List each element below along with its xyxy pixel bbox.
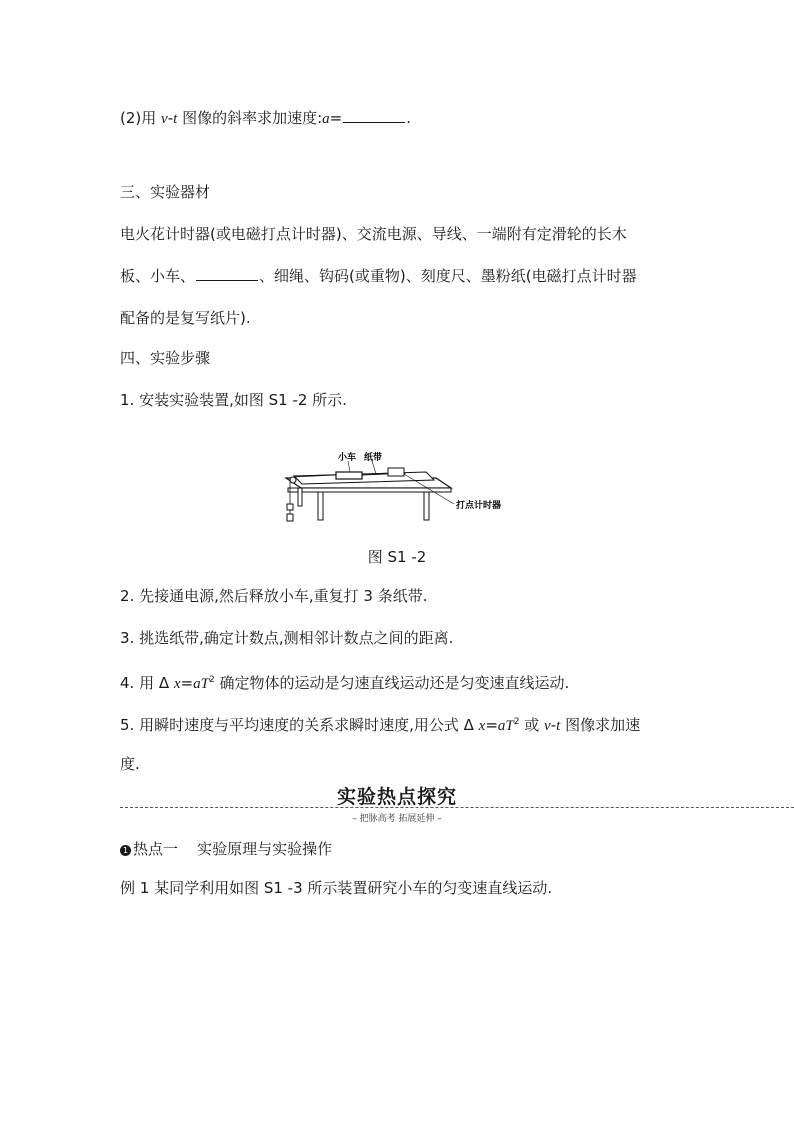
var-a: a <box>322 111 330 127</box>
var-v: v <box>161 111 168 127</box>
section-heading-equipment: 三、实验器材 <box>120 183 211 201</box>
weight <box>287 504 293 510</box>
equipment-paragraph-line2 <box>120 266 637 286</box>
text: 、细绳、钩码(或重物)、刻度尺、墨粉纸(电磁打点计时器 <box>259 267 637 285</box>
equipment-paragraph-line3: 配备的是复写纸片). <box>120 309 251 327</box>
table-leg <box>298 488 302 506</box>
figure-caption: 图 S1 -2 <box>367 548 427 566</box>
var-t: t <box>556 718 561 734</box>
var-x: x <box>478 718 486 734</box>
label-car: 小车 <box>338 453 357 463</box>
equals: = <box>180 674 194 692</box>
step-4 <box>120 670 569 694</box>
label-tape: 纸带 <box>364 453 383 463</box>
step-5-continuation: 度. <box>120 755 140 773</box>
step-3: 3. 挑选纸带,确定计数点,测相邻计数点之间的距离. <box>120 629 454 647</box>
text: 5. 用瞬时速度与平均速度的关系求瞬时速度,用公式 Δ <box>120 716 479 734</box>
step-2: 2. 先接通电源,然后释放小车,重复打 3 条纸带. <box>120 587 428 605</box>
superscript: 2 <box>208 675 215 685</box>
text: (2)用 <box>120 109 162 127</box>
text: 板、小车、 <box>120 267 196 285</box>
answer-blank <box>196 266 258 281</box>
table-leg <box>318 492 323 520</box>
var-t: t <box>173 111 178 127</box>
text: 或 <box>519 716 545 734</box>
text: 图像求加速 <box>560 716 641 734</box>
section-heading-steps: 四、实验步骤 <box>120 349 211 367</box>
var-aT: aT <box>497 718 514 734</box>
dash: - <box>167 109 174 127</box>
numbered-bullet-icon: 1 <box>120 845 131 856</box>
var-v: v <box>544 718 551 734</box>
weight <box>287 514 293 521</box>
section-banner-title: 实验热点探究 <box>336 786 457 808</box>
hotspot-title: 实验原理与实验操作 <box>197 840 333 858</box>
table-edge <box>288 488 451 492</box>
banner-divider <box>120 807 794 808</box>
table-leg <box>424 492 429 520</box>
dash: - <box>550 716 557 734</box>
text: 图像的斜率求加速度: <box>177 109 323 127</box>
step-5 <box>120 712 640 736</box>
step-1: 1. 安装实验装置,如图 S1 -2 所示. <box>120 391 347 409</box>
text: 确定物体的运动是匀速直线运动还是匀变速直线运动. <box>214 674 570 692</box>
pulley <box>290 477 296 483</box>
slope-method-line <box>120 108 411 129</box>
banner-subtitle: – 把脉高考 拓展延伸 – <box>352 814 442 824</box>
var-aT: aT <box>193 676 209 692</box>
answer-blank <box>343 108 405 123</box>
equipment-paragraph-line1: 电火花计时器(或电磁打点计时器)、交流电源、导线、一端附有定滑轮的长木 <box>120 225 627 243</box>
equals: = <box>485 716 498 734</box>
label-timer: 打点计时器 <box>456 501 502 511</box>
apparatus-figure <box>276 452 516 530</box>
cart <box>336 472 362 479</box>
var-x: x <box>173 676 181 692</box>
text: 4. 用 Δ <box>120 674 174 692</box>
superscript: 2 <box>513 717 520 727</box>
hotspot-label: 热点一 <box>133 840 179 858</box>
timer-device <box>388 468 404 476</box>
example-1: 例 1 某同学利用如图 S1 -3 所示装置研究小车的匀变速直线运动. <box>120 879 553 897</box>
hotspot-heading <box>120 838 332 859</box>
period: . <box>406 109 411 127</box>
equals: = <box>329 109 343 127</box>
